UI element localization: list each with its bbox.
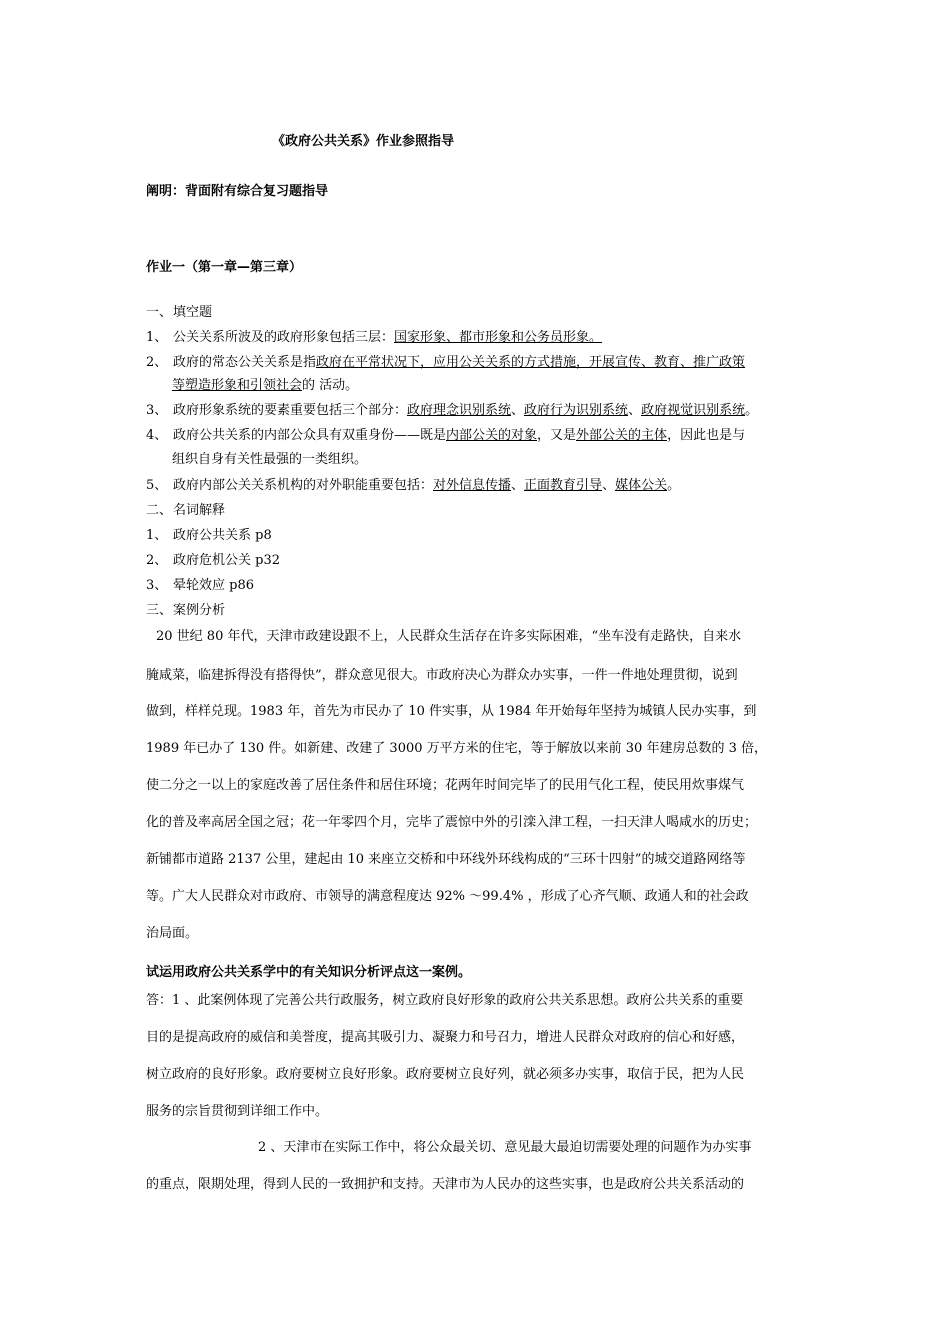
answer-line: 2 、天津市在实际工作中，将公众最关切、意见最大最迫切需要处理的问题作为办实事 <box>258 1140 752 1155</box>
separator: 、 <box>628 403 642 418</box>
term-item-3 <box>146 577 254 595</box>
section-number: 三、 <box>146 603 173 618</box>
answer-text: 政府理念识别系统 <box>407 403 512 418</box>
section-title: 案例分析 <box>173 603 226 618</box>
item-text: 晕轮效应 p86 <box>173 578 254 593</box>
answer-line: 服务的宗旨贯彻到详细工作中。 <box>146 1104 329 1119</box>
case-line: 腌咸菜，临建拆得没有搭得快”，群众意见很大。市政府决心为群众办实事，一件一件地处理贯彻，说到 <box>146 668 738 683</box>
case-line: 治局面。 <box>146 926 199 941</box>
item-number: 1、 <box>146 528 168 543</box>
answer-text: 媒体公关 <box>615 478 668 493</box>
case-line: 使二分之一以上的家庭改善了居住条件和居住环境；花两年时间完毕了的民用气化工程，使民用炊事煤气 <box>146 778 745 793</box>
separator: 、 <box>511 478 525 493</box>
fill-item-4 <box>146 427 745 445</box>
answer-line: 的重点，限期处理，得到人民的一致拥护和支持。天津市为人民办的这些实事，也是政府公共关系活动的 <box>146 1177 745 1192</box>
item-text: 公关关系所波及的政府形象包括三层： <box>173 330 395 345</box>
section1-heading <box>146 304 212 322</box>
fill-item-2 <box>146 354 745 372</box>
item-number: 2、 <box>146 553 168 568</box>
item-text: 政府公共关系的内部公众具有双重身份——既是 <box>173 428 447 443</box>
term-item-2 <box>146 552 280 570</box>
section3-heading <box>146 602 225 620</box>
answer-text: 政府在平常状况下，应用公关关系的方式措施，开展宣传、教育、推广政策 <box>316 355 746 370</box>
item-text: 政府内部公关关系机构的对外职能重要包括： <box>173 478 434 493</box>
item-number: 2、 <box>146 355 168 370</box>
fill-item-3 <box>146 402 758 420</box>
item-text: 政府形象系统的要素重要包括三个部分： <box>173 403 408 418</box>
separator: 、 <box>602 478 616 493</box>
item-text: 政府公共关系 p8 <box>173 528 272 543</box>
case-line: 做到，样样兑现。1983 年，首先为市民办了 10 件实事，从 1984 年开始每年坚持为城镇人民办实事，到 <box>146 704 757 719</box>
fill-item-4-cont: 组织自身有关性最强的一类组织。 <box>172 452 368 467</box>
fill-item-2-cont <box>172 377 358 395</box>
section-title: 填空题 <box>173 305 213 320</box>
section-number: 二、 <box>146 503 173 518</box>
case-line: 新铺都市道路 2137 公里，建起由 10 来座立交桥和中环线外环线构成的“三环十四射”的城交道路网络等 <box>146 852 746 867</box>
case-line: 20 世纪 80 年代，天津市政建设跟不上，人民群众生活存在许多实际困难，“坐车没有走路快，自来水 <box>156 629 742 644</box>
term-item-1 <box>146 527 272 545</box>
answer-text: 国家形象、都市形象和公务员形象。 <box>394 330 603 345</box>
section-title: 名词解释 <box>173 503 226 518</box>
case-line: 1989 年已办了 130 件。如新建、改建了 3000 万平方米的住宅，等于解放以来前 30 年建房总数的 3 倍， <box>146 741 767 756</box>
answer-text: 对外信息传播 <box>433 478 512 493</box>
section2-heading <box>146 502 225 520</box>
item-text: 。 <box>667 478 681 493</box>
item-text: ，因此也是与 <box>667 428 746 443</box>
answer-text: 内部公关的对象 <box>446 428 538 443</box>
item-text: 的 活动。 <box>302 378 359 393</box>
answer-line: 目的是提高政府的威信和美誉度，提高其吸引力、凝聚力和号召力，增进人民群众对政府的信心和好感， <box>146 1030 745 1045</box>
answer-text: 政府行为识别系统 <box>524 403 629 418</box>
separator: 、 <box>511 403 525 418</box>
item-number: 5、 <box>146 478 168 493</box>
note-line: 阐明：背面附有综合复习题指导 <box>146 184 329 199</box>
case-line: 等。广大人民群众对市政府、市领导的满意程度达 92% ～99.4% ，形成了心齐气顺、政通人和的社会政 <box>146 889 749 904</box>
item-text: ，又是 <box>537 428 577 443</box>
answer-text: 等塑造形象和引领社会 <box>172 378 303 393</box>
item-number: 1、 <box>146 330 168 345</box>
document-title: 《政府公共关系》作业参照指导 <box>272 134 455 149</box>
section-number: 一、 <box>146 305 173 320</box>
assignment-heading: 作业一（第一章—第三章） <box>146 260 303 275</box>
answer-text: 政府视觉识别系统 <box>641 403 746 418</box>
case-line: 化的普及率高居全国之冠；花一年零四个月，完毕了震惊中外的引滦入津工程，一扫天津人喝咸水的历史； <box>146 815 758 830</box>
answer-text: 外部公关的主体 <box>576 428 668 443</box>
case-question: 试运用政府公共关系学中的有关知识分析评点这一案例。 <box>146 965 472 980</box>
answer-line: 答：1 、此案例体现了完善公共行政服务，树立政府良好形象的政府公共关系思想。政府公共关系的重要 <box>146 993 744 1008</box>
item-number: 3、 <box>146 578 168 593</box>
fill-item-5 <box>146 477 680 495</box>
fill-item-1 <box>146 329 602 347</box>
answer-line: 树立政府的良好形象。政府要树立良好形象。政府要树立良好列，就必须多办实事，取信于民，把为人民 <box>146 1067 745 1082</box>
item-number: 3、 <box>146 403 168 418</box>
item-number: 4、 <box>146 428 168 443</box>
answer-text: 正面教育引导 <box>524 478 603 493</box>
item-text: 政府危机公关 p32 <box>173 553 280 568</box>
item-text: 政府的常态公关关系是指 <box>173 355 317 370</box>
item-text: 。 <box>745 403 759 418</box>
